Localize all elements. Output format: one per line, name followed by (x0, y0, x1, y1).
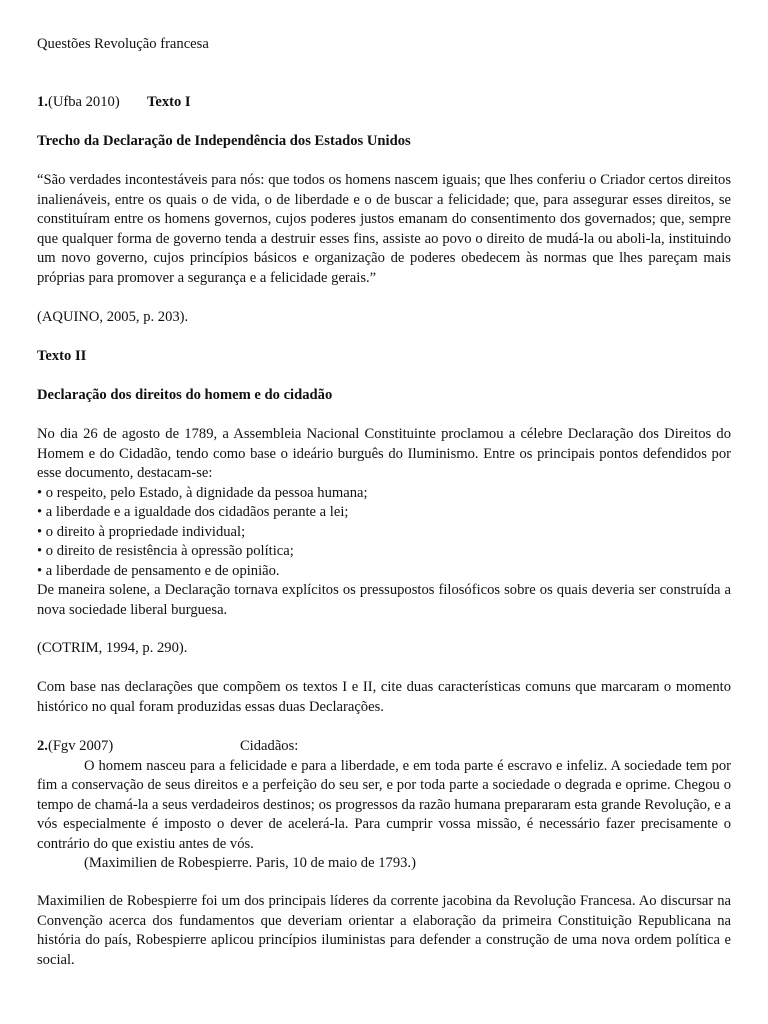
text-2-heading: Declaração dos direitos do homem e do cidadão (37, 387, 333, 403)
question-1-header (37, 93, 731, 113)
question-2-attribution: (Maximilien de Robespierre. Paris, 10 de maio de 1793.) (84, 855, 416, 871)
text-2-citation: (COTRIM, 1994, p. 290). (37, 640, 188, 656)
text-1-citation: (AQUINO, 2005, p. 203). (37, 309, 189, 325)
question-2-source: (Fgv 2007) (47, 738, 114, 754)
bullet-item: • a liberdade e a igualdade dos cidadãos perante a lei; (37, 504, 349, 520)
bullet-item: • o respeito, pelo Estado, à dignidade da pessoa humana; (37, 484, 368, 501)
bullet-item: • o direito à propriedade individual; (37, 523, 246, 540)
text-1-label: Texto I (146, 94, 191, 110)
question-1-source: (Ufba 2010) (47, 94, 120, 110)
question-2-subtitle: Cidadãos: (239, 738, 299, 754)
text-1-heading: Trecho da Declaração de Independência dos Estados Unidos (37, 133, 411, 149)
text-2-intro: No dia 26 de agosto de 1789, a Assembleia Nacional Constituinte proclamou a célebre Declaração dos Direitos do Homem e do Cidadão, tendo como base o ideário burguês do Iluminismo. Entre os principais pontos defendidos por esse documento, destacam-se: (37, 426, 731, 481)
question-2-quote: O homem nasceu para a felicidade e para a liberdade, e em toda parte é escravo e infeliz. A sociedade tem por fim a conservação de seus direitos e a perfeição do seu ser, e por toda parte a sociedade o degrada e oprime. Chegou o tempo de chamá-la a seus verdadeiros destinos; os progressos da razão humana prepararam esta grande Revolução, e a vós especialmente é imposto o dever de acelerá-la. Para cumprir vossa missão, é necessário fazer precisamente o contrário do que existiu antes de vós. (37, 757, 731, 852)
question-2-context: Maximilien de Robespierre foi um dos principais líderes da corrente jacobina da Revolução Francesa. Ao discursar na Convenção acerca dos fundamentos que deveriam orientar a elaboração da primeira Constituição Republicana na história do país, Robespierre aplicou princípios iluministas para defender a construção de uma nova ordem política e social. (37, 893, 731, 968)
question-1-prompt: Com base nas declarações que compõem os textos I e II, cite duas características comuns que marcaram o momento histórico no qual foram produzidas essas duas Declarações. (37, 679, 731, 715)
text-1-body: “São verdades incontestáveis para nós: que todos os homens nascem iguais; que lhes conferiu o Criador certos direitos inalienáveis, entre os quais o de vida, o de liberdade e o de buscar a felicidade; que, para assegurar esses direitos, se constituíram entre os homens governos, cujos poderes justos emanam do consentimento dos governados; que, sempre que qualquer forma de governo tenda a destruir esses fins, assiste ao povo o direito de mudá-la ou aboli-la, instituindo um novo governo, cujos princípios básicos e organização de poderes obedecem às normas que lhes pareçam mais próprias para promover a segurança e a felicidade gerais.” (37, 172, 731, 286)
text-2-label: Texto II (37, 348, 87, 364)
question-1-number: 1. (37, 94, 48, 110)
question-2 (37, 737, 731, 874)
bullet-item: • o direito de resistência à opressão política; (37, 543, 294, 559)
bullet-item: • a liberdade de pensamento e de opinião. (37, 562, 280, 579)
question-2-header (37, 737, 731, 757)
text-2-body (37, 425, 731, 620)
document-title: Questões Revolução francesa (37, 36, 209, 52)
text-2-conclusion: De maneira solene, a Declaração tornava explícitos os pressupostos filosóficos sobre os quais deveria ser construída a nova sociedade liberal burguesa. (37, 582, 731, 618)
question-2-number: 2. (37, 738, 48, 754)
